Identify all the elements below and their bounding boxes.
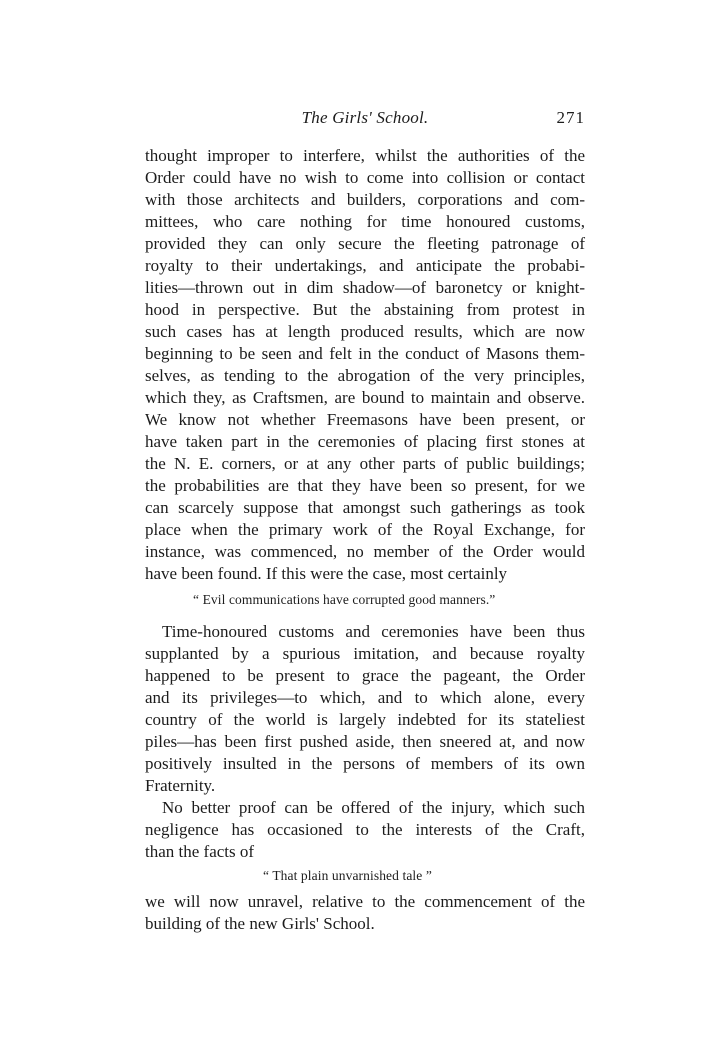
text-line: thought improper to interfere, whilst the authorities of the xyxy=(145,146,585,165)
text-line: lities—thrown out in dim shadow—of baronetcy or knight- xyxy=(145,278,585,297)
block-quote: “ Evil communications have corrupted good manners.” xyxy=(193,592,496,607)
text-line: place when the primary work of the Royal Exchange, for xyxy=(145,520,585,539)
text-line: such cases has at length produced results, which are now xyxy=(145,322,585,341)
text-line: negligence has occasioned to the interests of the Craft, xyxy=(145,820,585,839)
text-line: can scarcely suppose that amongst such gatherings as took xyxy=(145,498,585,517)
text-line: Time-honoured customs and ceremonies have been thus xyxy=(162,622,585,641)
text-line: which they, as Craftsmen, are bound to maintain and observe. xyxy=(145,388,585,407)
text-line: positively insulted in the persons of members of its own xyxy=(145,754,585,773)
text-line: the probabilities are that they have been so present, for we xyxy=(145,476,585,495)
text-line: No better proof can be offered of the injury, which such xyxy=(162,798,585,817)
text-line: have been found. If this were the case, most certainly xyxy=(145,564,508,583)
body-text xyxy=(145,145,585,935)
text-line: and its privileges—to which, and to which alone, every xyxy=(145,688,585,707)
text-line: building of the new Girls' School. xyxy=(145,914,375,933)
text-line: royalty to their undertakings, and anticipate the probabi- xyxy=(145,256,585,275)
text-line: selves, as tending to the abrogation of the very principles, xyxy=(145,366,585,385)
page-number: 271 xyxy=(556,108,585,127)
text-line: beginning to be seen and felt in the conduct of Masons them- xyxy=(145,344,585,363)
text-line: happened to be present to grace the pageant, the Order xyxy=(145,666,585,685)
text-line: Fraternity. xyxy=(145,776,216,795)
paragraph-3 xyxy=(145,797,585,863)
page-header xyxy=(145,108,585,132)
text-line: than the facts of xyxy=(145,842,255,861)
text-line: instance, was commenced, no member of the Order would xyxy=(145,542,585,561)
block-quote: “ That plain unvarnished tale ” xyxy=(263,868,432,883)
text-line: piles—has been first pushed aside, then sneered at, and now xyxy=(145,732,585,751)
paragraph-1 xyxy=(145,145,585,585)
text-line: the N. E. corners, or at any other parts of public buildings; xyxy=(145,454,585,473)
text-line: have taken part in the ceremonies of placing first stones at xyxy=(145,432,585,451)
text-line: hood in perspective. But the abstaining from protest in xyxy=(145,300,585,319)
text-line: we will now unravel, relative to the commencement of the xyxy=(145,892,585,911)
text-line: with those architects and builders, corporations and com- xyxy=(145,190,585,209)
paragraph-4 xyxy=(145,891,585,935)
text-line: We know not whether Freemasons have been present, or xyxy=(145,410,585,429)
text-line: country of the world is largely indebted for its stateliest xyxy=(145,710,585,729)
paragraph-2 xyxy=(145,621,585,797)
text-line: supplanted by a spurious imitation, and because royalty xyxy=(145,644,585,663)
text-line: Order could have no wish to come into collision or contact xyxy=(145,168,585,187)
text-line: mittees, who care nothing for time honoured customs, xyxy=(145,212,585,231)
text-line: provided they can only secure the fleeting patronage of xyxy=(145,234,585,253)
running-title: The Girls' School. xyxy=(301,108,429,127)
